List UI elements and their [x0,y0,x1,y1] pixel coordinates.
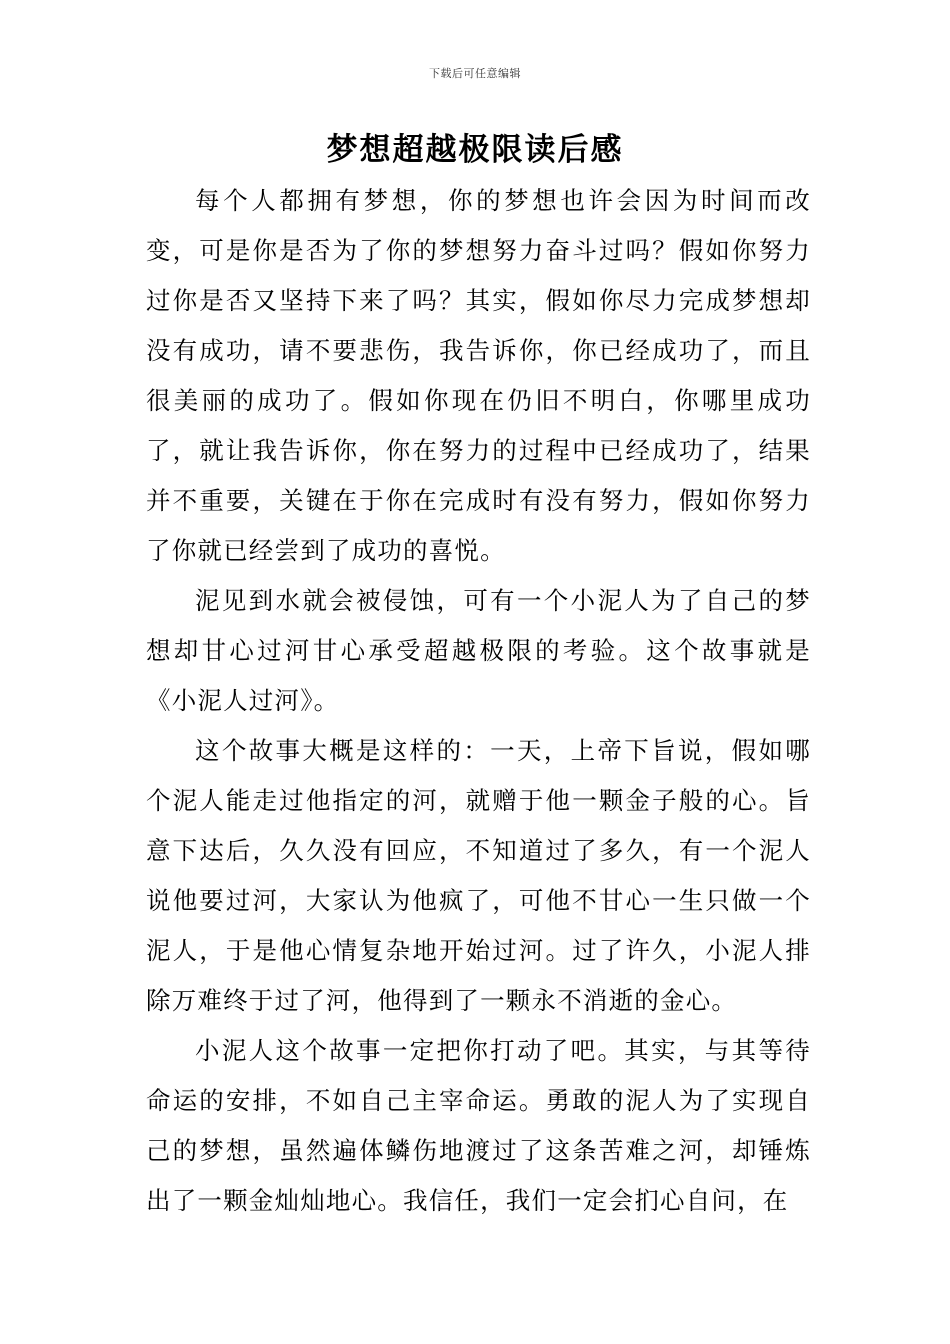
document-title: 梦想超越极限读后感 [326,132,624,168]
document-body [146,176,811,1226]
paragraph: 每个人都拥有梦想，你的梦想也许会因为时间而改变，可是你是否为了你的梦想努力奋斗过吗？假如你努力过你是否又坚持下来了吗？其实，假如你尽力完成梦想却没有成功，请不要悲伤，我告诉你，你已经成功了，而且很美丽的成功了。假如你现在仍旧不明白，你哪里成功了，就让我告诉你，你在努力的过程中已经成功了，结果并不重要，关键在于你在完成时有没有努力，假如你努力了你就已经尝到了成功的喜悦。 [146,186,811,565]
paragraph: 泥见到水就会被侵蚀，可有一个小泥人为了自己的梦想却甘心过河甘心承受超越极限的考验。这个故事就是《小泥人过河》。 [146,586,811,715]
paragraph: 小泥人这个故事一定把你打动了吧。其实，与其等待命运的安排，不如自己主宰命运。勇敢的泥人为了实现自己的梦想，虽然遍体鳞伤地渡过了这条苦难之河，却锤炼出了一颗金灿灿地心。我信任，我们一定会扪心自问，在 [146,1036,811,1215]
paragraph: 这个故事大概是这样的：一天，上帝下旨说，假如哪个泥人能走过他指定的河，就赠于他一颗金子般的心。旨意下达后，久久没有回应，不知道过了多久，有一个泥人说他要过河，大家认为他疯了，可他不甘心一生只做一个泥人，于是他心情复杂地开始过河。过了许久，小泥人排除万难终于过了河，他得到了一颗永不消逝的金心。 [146,736,811,1015]
header-note: 下载后可任意编辑 [429,67,521,80]
